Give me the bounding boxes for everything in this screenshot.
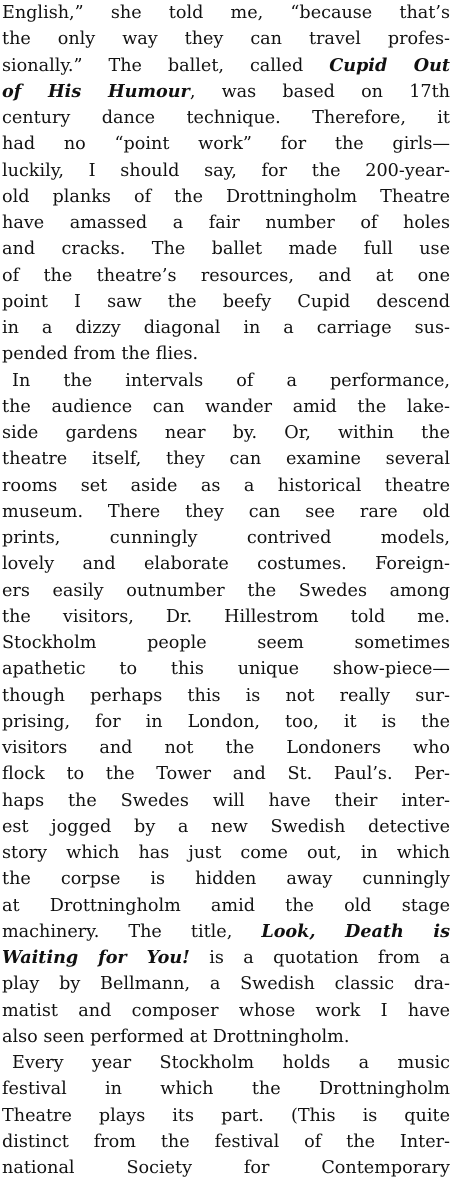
text-line <box>2 446 450 472</box>
text-run: est jogged by a new Swedish detective <box>2 816 450 837</box>
text-run: apathetic to this unique show-piece— <box>2 659 450 680</box>
text-run: English,” she told me, “because that’s <box>2 3 450 23</box>
text-run: old planks of the Drottningholm Theatre <box>2 186 450 207</box>
text-line <box>2 525 450 551</box>
text-line <box>2 341 450 367</box>
text-run: prising, for in London, too, it is the <box>2 711 450 732</box>
text-run: point I saw the beefy Cupid descend <box>2 291 450 312</box>
text-line <box>2 630 450 656</box>
italic-title-text: Cupid Out <box>329 54 451 76</box>
text-run: Stockholm people seem sometimes <box>2 633 450 653</box>
text-run: haps the Swedes will have their inter- <box>2 790 450 811</box>
text-line <box>2 604 450 630</box>
text-run: also seen performed at Drottningholm. <box>2 1026 350 1047</box>
text-line <box>2 0 450 26</box>
paragraph <box>2 0 450 368</box>
text-run: machinery. The title, <box>2 921 262 942</box>
text-line <box>2 368 450 394</box>
text-line <box>2 315 450 341</box>
text-run: luckily, I should say, for the 200-year- <box>2 160 450 181</box>
text-run: though perhaps this is not really sur- <box>2 685 450 706</box>
text-run: national Society for Contemporary <box>2 1158 450 1178</box>
text-line <box>2 26 450 52</box>
text-line <box>2 131 450 157</box>
italic-title-text: Look, Death is <box>261 920 450 942</box>
paragraph <box>2 368 450 1051</box>
text-run: the audience can wander amid the lake- <box>2 396 450 417</box>
text-line <box>2 420 450 446</box>
text-line <box>2 1076 450 1102</box>
text-line <box>2 945 450 971</box>
text-run: Theatre plays its part. (This is quite <box>2 1105 450 1126</box>
text-run: play by Bellmann, a Swedish classic dra- <box>2 974 450 995</box>
text-line <box>2 709 450 735</box>
text-line <box>2 840 450 866</box>
text-run: matist and composer whose work I have <box>2 1000 450 1021</box>
italic-title-text: of His Humour <box>2 80 190 102</box>
text-run: have amassed a fair number of holes <box>2 213 450 233</box>
text-run: In the intervals of a performance, <box>12 370 450 391</box>
text-line <box>2 184 450 210</box>
text-run: century dance technique. Therefore, it <box>2 108 450 128</box>
text-run: prints, cunningly contrived models, <box>2 528 450 548</box>
text-run: , was based on 17th <box>189 81 450 102</box>
text-line <box>2 210 450 236</box>
text-run: of the theatre’s resources, and at one <box>2 265 450 286</box>
text-run: distinct from the festival of the Inter- <box>2 1131 450 1152</box>
text-run: the visitors, Dr. Hillestrom told me. <box>2 606 450 627</box>
text-line <box>2 79 450 105</box>
text-line <box>2 578 450 604</box>
text-run: side gardens near by. Or, within the <box>2 423 450 443</box>
text-line <box>2 1103 450 1129</box>
text-run: ers easily outnumber the Swedes among <box>2 580 450 601</box>
text-line <box>2 683 450 709</box>
text-line <box>2 394 450 420</box>
text-run: theatre itself, they can examine several <box>2 449 450 470</box>
text-run: the only way they can travel profes- <box>2 29 450 50</box>
text-run: sionally.” The ballet, called <box>2 55 330 76</box>
text-line <box>2 893 450 919</box>
text-line <box>2 1050 450 1076</box>
text-run: flock to the Tower and St. Paul’s. Per- <box>2 764 450 785</box>
text-line <box>2 814 450 840</box>
text-line <box>2 919 450 945</box>
text-line <box>2 53 450 79</box>
text-run: the corpse is hidden away cunningly <box>2 869 450 890</box>
text-run: story which has just come out, in which <box>2 843 450 863</box>
text-run: museum. There they can see rare old <box>2 501 450 522</box>
text-line <box>2 866 450 892</box>
text-line <box>2 971 450 997</box>
text-line <box>2 551 450 577</box>
text-run: had no “point work” for the girls— <box>2 134 450 155</box>
text-line <box>2 1024 450 1050</box>
article-column <box>2 0 450 1181</box>
text-line <box>2 473 450 499</box>
text-run: lovely and elaborate costumes. Foreign- <box>2 554 450 575</box>
text-line <box>2 656 450 682</box>
text-run: pended from the flies. <box>2 344 199 365</box>
text-run: festival in which the Drottningholm <box>2 1079 450 1100</box>
text-run: Every year Stockholm holds a music <box>12 1053 450 1073</box>
text-line <box>2 1155 450 1181</box>
text-line <box>2 1129 450 1155</box>
text-run: at Drottningholm amid the old stage <box>2 895 450 916</box>
paragraph <box>2 1050 450 1181</box>
text-run: and cracks. The ballet made full use <box>2 239 450 260</box>
text-run: is a quotation from a <box>189 948 450 968</box>
text-line <box>2 263 450 289</box>
text-line <box>2 158 450 184</box>
text-line <box>2 289 450 315</box>
text-line <box>2 788 450 814</box>
text-line <box>2 761 450 787</box>
text-line <box>2 105 450 131</box>
text-run: visitors and not the Londoners who <box>2 738 450 758</box>
italic-title-text: Waiting for You! <box>2 947 190 968</box>
text-line <box>2 499 450 525</box>
text-line <box>2 735 450 761</box>
text-run: rooms set aside as a historical theatre <box>2 475 450 496</box>
text-run: in a dizzy diagonal in a carriage sus- <box>2 318 450 338</box>
text-line <box>2 998 450 1024</box>
text-line <box>2 236 450 262</box>
